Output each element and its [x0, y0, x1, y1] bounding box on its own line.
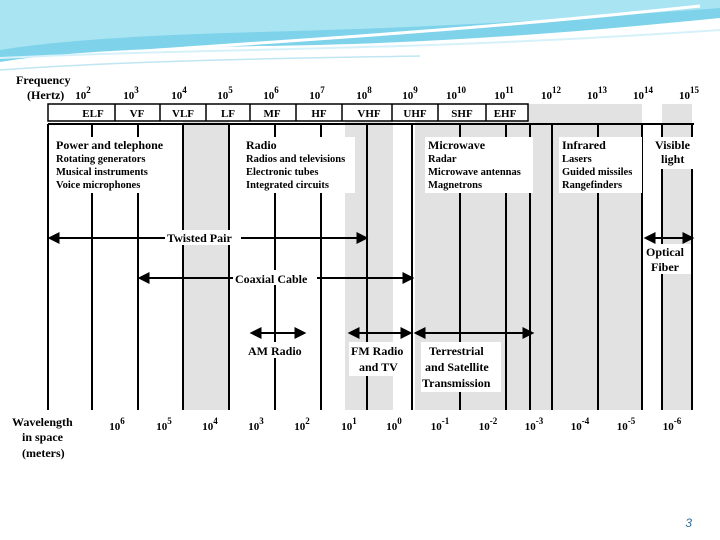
twisted-pair-label: Twisted Pair: [167, 231, 232, 245]
band-label-ehf: EHF: [493, 108, 517, 120]
terrestrial-label-2: and Satellite: [425, 360, 489, 374]
fm-radio-label-1: FM Radio: [351, 344, 404, 358]
wavelength-tick-10e1: $10^1$: [341, 416, 357, 433]
category-title-visible: Visible: [655, 138, 690, 152]
category-item-power-3: Voice microphones: [56, 180, 141, 191]
am-radio-label: AM Radio: [248, 344, 302, 358]
em-spectrum-figure: [6, 64, 720, 464]
slide-number: 3: [685, 516, 692, 530]
terrestrial-label-1: Terrestrial: [429, 344, 484, 358]
wavelength-tick-10e-1: $10^{-1}$: [430, 416, 450, 433]
frequency-tick-10e2: $10^2$: [75, 85, 91, 102]
wavelength-tick-10e-6: $10^{-6}$: [662, 416, 682, 433]
category-item-power-2: Musical instruments: [56, 167, 148, 178]
twisted-pair-range: [50, 230, 366, 245]
frequency-axis-title-line-1: Frequency: [16, 73, 71, 87]
wavelength-tick-10e-2: $10^{-2}$: [478, 416, 498, 433]
band-label-elf: ELF: [82, 108, 104, 120]
frequency-tick-10e15: $10^{15}$: [679, 85, 699, 102]
category-item-infrared-2: Guided missiles: [562, 167, 633, 178]
band-label-hf: HF: [311, 108, 327, 120]
category-infrared: [559, 137, 642, 193]
wavelength-axis-title-line-1: Wavelength: [12, 415, 73, 429]
category-item-radio-3: Integrated circuits: [246, 180, 329, 191]
category-title-microwave: Microwave: [428, 138, 486, 152]
category-power-telephone: [53, 137, 175, 193]
category-title-radio: Radio: [246, 138, 277, 152]
frequency-tick-10e8: $10^8$: [356, 85, 372, 102]
frequency-tick-10e4: $10^4$: [171, 85, 187, 102]
band-label-vlf: VLF: [172, 108, 194, 120]
category-item-power-1: Rotating generators: [56, 154, 146, 165]
wavelength-tick-10e-4: $10^{-4}$: [570, 416, 590, 433]
wavelength-tick-10e-3: $10^{-3}$: [524, 416, 544, 433]
category-item-radio-1: Radios and televisions: [246, 154, 346, 165]
wavelength-tick-10e3: $10^3$: [248, 416, 264, 433]
frequency-axis-title-line-2: (Hertz): [27, 88, 65, 102]
frequency-tick-10e14: $10^{14}$: [633, 85, 653, 102]
wavelength-tick-10e4: $10^4$: [202, 416, 218, 433]
wavelength-tick-10e0: $10^0$: [386, 416, 402, 433]
category-item-infrared-1: Lasers: [562, 154, 592, 165]
optical-fiber-label-2: Fiber: [651, 260, 679, 274]
frequency-tick-10e9: $10^9$: [402, 85, 418, 102]
category-microwave: [425, 137, 533, 193]
band-label-vf: VF: [129, 108, 145, 120]
frequency-tick-10e7: $10^7$: [309, 85, 325, 102]
category-title-power: Power and telephone: [56, 138, 164, 152]
category-item-visible-1: light: [661, 152, 685, 166]
category-item-microwave-2: Microwave antennas: [428, 167, 521, 178]
am-radio-range: [246, 333, 310, 358]
category-visible-light: [653, 137, 693, 169]
frequency-tick-10e6: $10^6$: [263, 85, 279, 102]
band-label-uhf: UHF: [403, 108, 427, 120]
coaxial-cable-label: Coaxial Cable: [235, 272, 308, 286]
frequency-tick-10e3: $10^3$: [123, 85, 139, 102]
band-label-lf: LF: [220, 108, 236, 120]
category-radio: [243, 137, 355, 193]
category-item-radio-2: Electronic tubes: [246, 167, 319, 178]
terrestrial-label-3: Transmission: [422, 376, 491, 390]
frequency-tick-10e11: $10^{11}$: [494, 85, 514, 102]
wavelength-tick-labels: [109, 416, 681, 433]
frequency-tick-10e13: $10^{13}$: [587, 85, 607, 102]
category-item-microwave-3: Magnetrons: [428, 180, 483, 191]
wavelength-tick-10e2: $10^2$: [294, 416, 310, 433]
band-label-mf: MF: [263, 108, 281, 120]
frequency-tick-10e12: $10^{12}$: [541, 85, 561, 102]
optical-fiber-label-1: Optical: [646, 245, 684, 259]
wavelength-axis-title-line-2: in space: [22, 430, 64, 444]
wavelength-axis-title-line-3: (meters): [22, 446, 65, 460]
frequency-tick-10e5: $10^5$: [217, 85, 233, 102]
frequency-tick-10e10: $10^{10}$: [446, 85, 466, 102]
category-title-infrared: Infrared: [562, 138, 606, 152]
frequency-tick-labels: [75, 85, 699, 102]
band-label-vhf: VHF: [357, 108, 381, 120]
wavelength-tick-10e5: $10^5$: [156, 416, 172, 433]
category-item-infrared-3: Rangefinders: [562, 180, 623, 191]
fm-radio-label-2: and TV: [359, 360, 398, 374]
shaded-region-vlf-lf: [183, 104, 229, 410]
wavelength-tick-10e-5: $10^{-5}$: [616, 416, 636, 433]
wavelength-tick-10e6: $10^6$: [109, 416, 125, 433]
category-item-microwave-1: Radar: [428, 154, 457, 165]
band-label-shf: SHF: [451, 108, 473, 120]
